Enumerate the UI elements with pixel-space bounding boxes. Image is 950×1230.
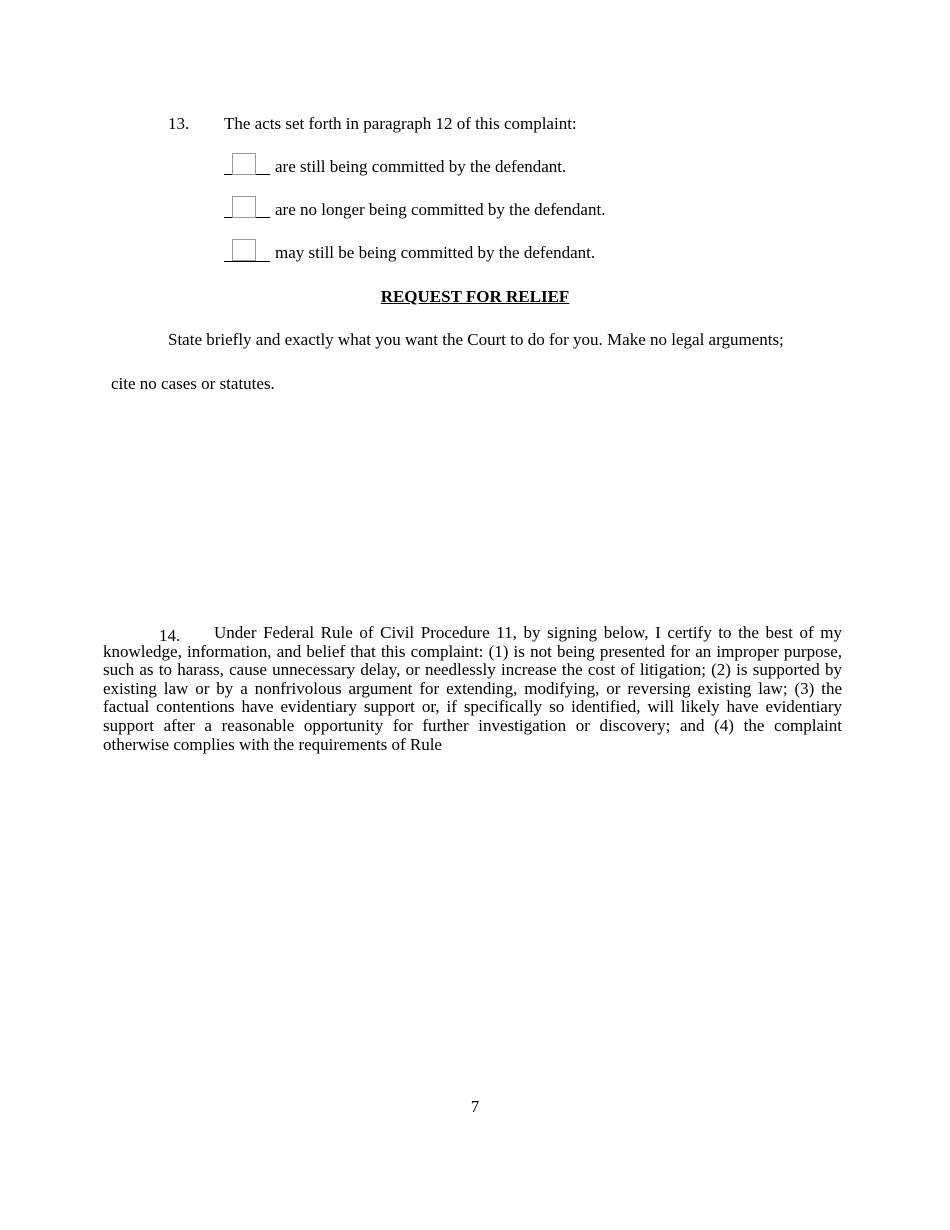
option-3-checkbox[interactable] (232, 239, 256, 261)
item-14-paragraph (103, 624, 842, 754)
page-number: 7 (470, 1097, 480, 1116)
item-13-intro: The acts set forth in paragraph 12 of this complaint: (224, 114, 577, 133)
request-for-relief-heading: REQUEST FOR RELIEF (380, 287, 570, 306)
option-2-checkbox[interactable] (232, 196, 256, 218)
option-1-checkbox[interactable] (232, 153, 256, 175)
option-2-label: are no longer being committed by the defendant. (275, 200, 606, 219)
option-3-underline (224, 261, 270, 262)
relief-instruction-line1: State briefly and exactly what you want the Court to do for you. Make no legal arguments; (168, 330, 784, 349)
option-1-label: are still being committed by the defendant. (275, 157, 567, 176)
item-14-text: Under Federal Rule of Civil Procedure 11, by signing below, I certify to the best of my knowledge, information, and belief that this complaint: (1) is not being presented for an improper purpose, such as to harass, cause unnecessary delay, or needlessly increase the cost of litigation; (2) is supported by existing law or by a nonfrivolous argument for extending, modifying, or reversing existing law; (3) the factual contentions have evidentiary support or, if specifically so identified, will likely have evidentiary support after a reasonable opportunity for further investigation or discovery; and (4) the complaint otherwise complies with the requirements of Rule (103, 623, 842, 754)
item-13-number: 13. (168, 114, 190, 133)
option-3-label: may still be being committed by the defendant. (275, 243, 596, 262)
relief-instruction-line2: cite no cases or statutes. (111, 374, 275, 393)
item-14-number: 14. (159, 626, 181, 645)
